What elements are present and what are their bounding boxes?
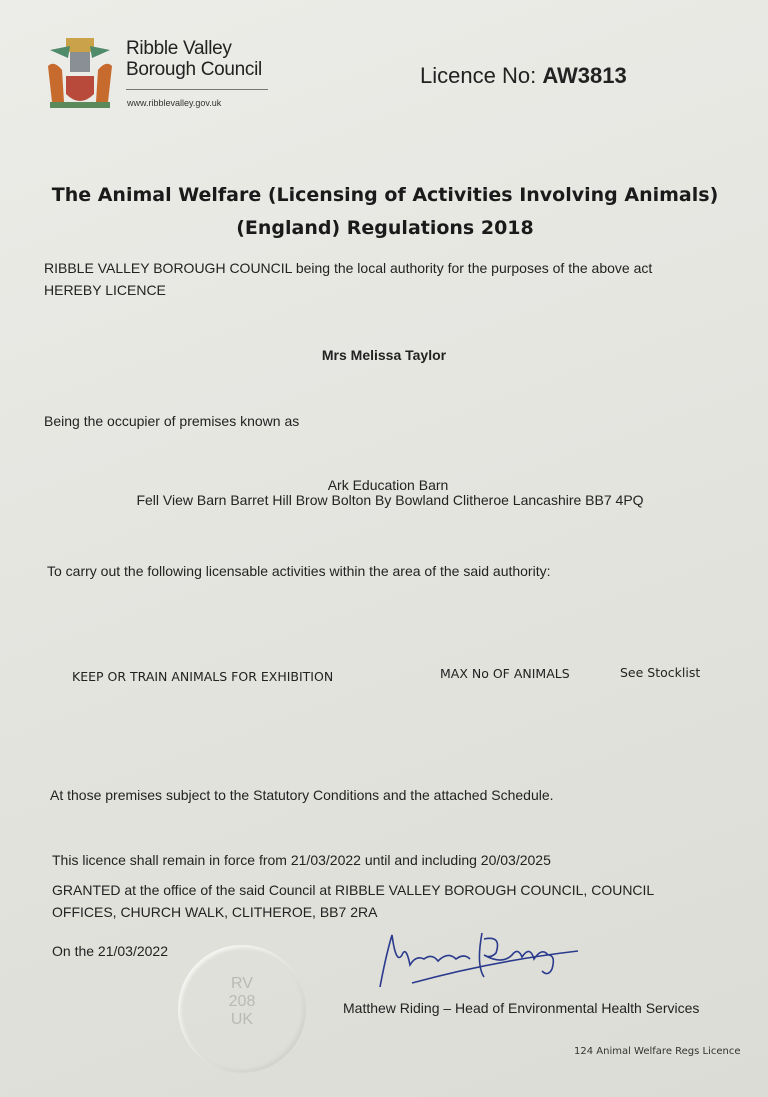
seal-line3: UK bbox=[230, 1011, 254, 1028]
council-name-line2: Borough Council bbox=[126, 59, 262, 80]
signatory: Matthew Riding – Head of Environmental Health Services bbox=[343, 1000, 700, 1016]
seal-line1: RV bbox=[231, 975, 253, 992]
activity-name: KEEP OR TRAIN ANIMALS FOR EXHIBITION bbox=[72, 669, 334, 684]
intro-line2: HEREBY LICENCE bbox=[44, 282, 166, 298]
council-name bbox=[126, 38, 262, 80]
activities-intro: To carry out the following licensable activities within the area of the said authority: bbox=[47, 563, 551, 579]
document-title-line2: (England) Regulations 2018 bbox=[236, 217, 534, 239]
issue-date: On the 21/03/2022 bbox=[52, 943, 168, 959]
validity-text: This licence shall remain in force from 21/03/2022 until and including 20/03/2025 bbox=[52, 852, 551, 868]
council-name-line1: Ribble Valley bbox=[126, 38, 232, 59]
licence-label: Licence No: bbox=[420, 63, 537, 88]
footer-reference: 124 Animal Welfare Regs Licence bbox=[574, 1046, 741, 1057]
conditions-text: At those premises subject to the Statutory Conditions and the attached Schedule. bbox=[50, 787, 554, 803]
licensee-name: Mrs Melissa Taylor bbox=[321, 347, 447, 363]
premises-address: Fell View Barn Barret Hill Brow Bolton By Bowland Clitheroe Lancashire BB7 4PQ bbox=[136, 492, 644, 508]
council-website: www.ribblevalley.gov.uk bbox=[127, 98, 222, 108]
intro-line1: RIBBLE VALLEY BOROUGH COUNCIL being the local authority for the purposes of the above act bbox=[44, 260, 653, 276]
occupier-text: Being the occupier of premises known as bbox=[44, 413, 300, 429]
header-divider bbox=[126, 89, 268, 90]
embossed-seal bbox=[178, 945, 306, 1073]
max-animals-label: MAX No OF ANIMALS bbox=[440, 666, 570, 681]
seal-line2: 208 bbox=[228, 993, 256, 1010]
signature bbox=[372, 925, 592, 995]
document-title-line1: The Animal Welfare (Licensing of Activities Involving Animals) bbox=[51, 184, 719, 206]
licence-number-value: AW3813 bbox=[542, 63, 627, 88]
granted-line2: OFFICES, CHURCH WALK, CLITHEROE, BB7 2RA bbox=[52, 904, 378, 920]
licence-number bbox=[420, 63, 627, 89]
council-crest-logo bbox=[44, 36, 116, 112]
premises-name: Ark Education Barn bbox=[327, 477, 449, 493]
max-animals-value: See Stocklist bbox=[620, 665, 701, 680]
granted-line1: GRANTED at the office of the said Council at RIBBLE VALLEY BOROUGH COUNCIL, COUNCIL bbox=[52, 882, 655, 898]
